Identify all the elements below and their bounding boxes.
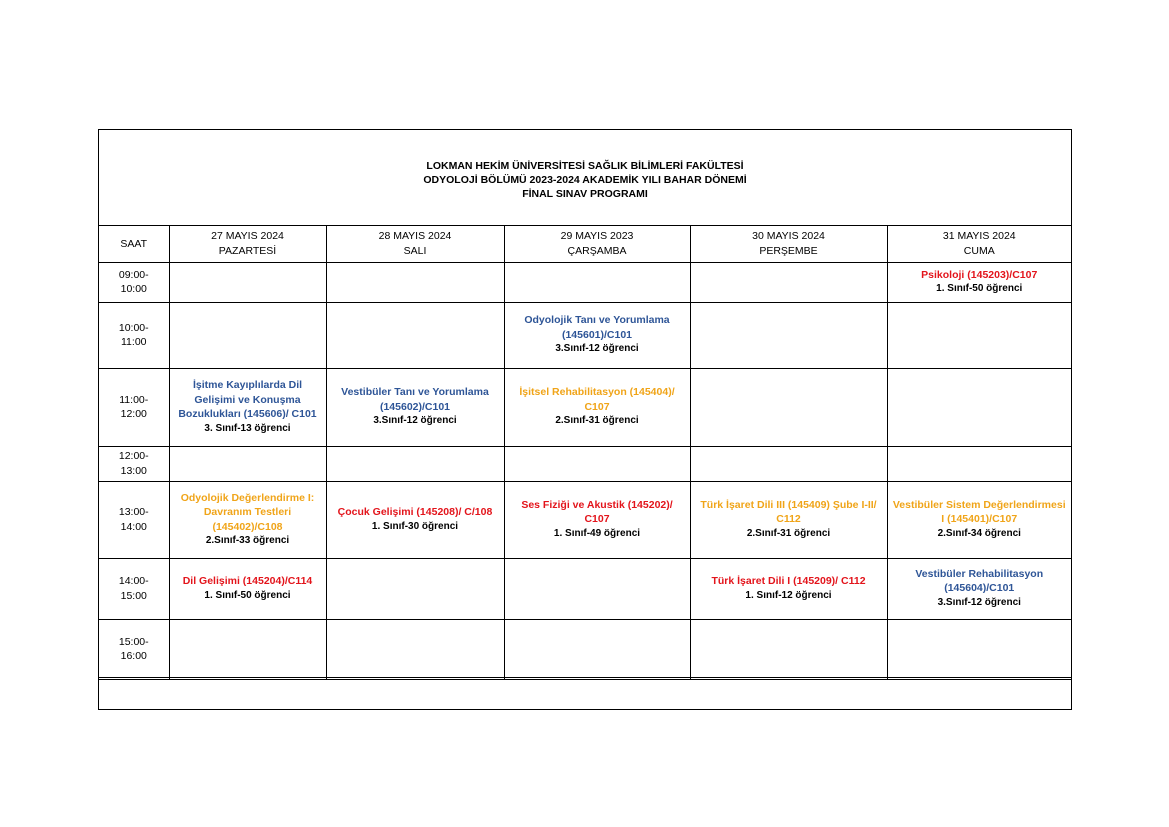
header-row: [99, 226, 1071, 262]
time-row: [99, 481, 1071, 558]
empty-cell: [169, 619, 326, 679]
empty-cell: [504, 262, 690, 302]
exam-course: Odyolojik Tanı ve Yorumlama (145601)/C101: [524, 314, 670, 341]
exam-cell: [887, 558, 1071, 619]
exam-course: Odyolojik Değerlendirme I: Davranım Testleri (145402)/C108: [180, 491, 315, 533]
time-row: [99, 619, 1071, 679]
exam-students: 2.Sınıf-34 öğrenci: [937, 527, 1021, 539]
empty-cell: [326, 302, 504, 368]
empty-cell: [887, 619, 1071, 679]
exam-cell: [887, 481, 1071, 558]
empty-cell: [690, 446, 887, 481]
empty-cell: [887, 446, 1071, 481]
exam-course: Türk İşaret Dili III (145409) Şube I-II/ C112: [700, 498, 877, 526]
time-slot-15: 15:00- 16:00: [99, 619, 169, 679]
exam-students: 2.Sınıf-31 öğrenci: [746, 527, 831, 539]
time-slot-13: 13:00- 14:00: [99, 481, 169, 558]
exam-course: İşitsel Rehabilitasyon (145404)/ C107: [519, 386, 675, 413]
empty-cell: [326, 558, 504, 619]
day-header-wednesday: 29 MAYIS 2023 ÇARŞAMBA: [504, 226, 690, 262]
exam-cell: [504, 481, 690, 558]
exam-students: 1. Sınıf-49 öğrenci: [553, 527, 641, 539]
empty-cell: [690, 302, 887, 368]
exam-cell: [169, 481, 326, 558]
exam-course: İşitme Kayıplılarda Dil Gelişimi ve Konuşma Bozuklukları (145606)/ C101: [178, 379, 317, 420]
day-header-monday: 27 MAYIS 2024 PAZARTESİ: [169, 226, 326, 262]
exam-students: 3.Sınıf-12 öğrenci: [373, 415, 457, 427]
exam-cell: [690, 558, 887, 619]
empty-cell: [690, 262, 887, 302]
empty-cell: [504, 446, 690, 481]
empty-cell: [326, 262, 504, 302]
empty-cell: [169, 446, 326, 481]
exam-cell: [326, 368, 504, 446]
empty-cell: [690, 368, 887, 446]
exam-cell: [326, 481, 504, 558]
exam-students: 1. Sınıf-50 öğrenci: [936, 283, 1023, 294]
time-slot-09: 09:00- 10:00: [99, 262, 169, 302]
time-row: [99, 302, 1071, 368]
empty-cell: [169, 302, 326, 368]
exam-students: 1. Sınıf-50 öğrenci: [204, 589, 291, 601]
empty-cell: [326, 446, 504, 481]
exam-course: Vestibüler Tanı ve Yorumlama (145602)/C101: [341, 386, 489, 413]
exam-cell: [169, 558, 326, 619]
saat-header: SAAT: [99, 226, 169, 262]
exam-cell: [690, 481, 887, 558]
university-faculty-title: LOKMAN HEKİM ÜNİVERSİTESİ SAĞLIK BİLİMLERİ FAKÜLTESİ: [426, 159, 744, 172]
document-title-block: [99, 130, 1071, 226]
day-header-thursday: 30 MAYIS 2024 PERŞEMBE: [690, 226, 887, 262]
exam-cell: [504, 368, 690, 446]
exam-course: Türk İşaret Dili I (145209)/ C112: [711, 575, 866, 587]
department-term-title: ODYOLOJİ BÖLÜMÜ 2023-2024 AKADEMİK YILI BAHAR DÖNEMİ: [423, 173, 747, 186]
time-row: [99, 446, 1071, 481]
time-row: [99, 368, 1071, 446]
empty-cell: [326, 619, 504, 679]
empty-cell: [887, 368, 1071, 446]
empty-cell: [504, 619, 690, 679]
exam-students: 2.Sınıf-31 öğrenci: [555, 415, 639, 427]
exam-course: Dil Gelişimi (145204)/C114: [182, 575, 313, 587]
exam-course: Psikoloji (145203)/C107: [921, 268, 1038, 281]
exam-course: Vestibüler Sistem Değerlendirmesi I (145401)/C107: [892, 498, 1066, 526]
exam-course: Çocuk Gelişimi (145208)/ C/108: [337, 506, 493, 518]
empty-cell: [169, 262, 326, 302]
exam-students: 3.Sınıf-12 öğrenci: [555, 343, 639, 355]
exam-cell: [169, 368, 326, 446]
empty-cell: [504, 558, 690, 619]
time-slot-11: 11:00- 12:00: [99, 368, 169, 446]
time-slot-12: 12:00- 13:00: [99, 446, 169, 481]
exam-students: 3.Sınıf-12 öğrenci: [937, 596, 1021, 608]
day-header-tuesday: 28 MAYIS 2024 SALI: [326, 226, 504, 262]
exam-schedule-sheet: [98, 129, 1072, 710]
exam-students: 3. Sınıf-13 öğrenci: [204, 422, 291, 434]
schedule-table: [99, 226, 1071, 680]
program-title: FİNAL SINAV PROGRAMI: [522, 187, 648, 200]
empty-cell: [690, 619, 887, 679]
exam-students: 1. Sınıf-30 öğrenci: [371, 520, 459, 532]
empty-cell: [887, 302, 1071, 368]
exam-cell: [504, 302, 690, 368]
day-header-friday: 31 MAYIS 2024 CUMA: [887, 226, 1071, 262]
time-slot-10: 10:00- 11:00: [99, 302, 169, 368]
exam-students: 1. Sınıf-12 öğrenci: [745, 589, 832, 601]
exam-cell: [887, 262, 1071, 302]
exam-course: Ses Fiziği ve Akustik (145202)/ C107: [521, 498, 673, 526]
exam-course: Vestibüler Rehabilitasyon (145604)/C101: [915, 567, 1044, 595]
time-row: [99, 558, 1071, 619]
time-slot-14: 14:00- 15:00: [99, 558, 169, 619]
exam-students: 2.Sınıf-33 öğrenci: [205, 535, 290, 546]
time-row: [99, 262, 1071, 302]
empty-footer-row: [99, 677, 1071, 709]
